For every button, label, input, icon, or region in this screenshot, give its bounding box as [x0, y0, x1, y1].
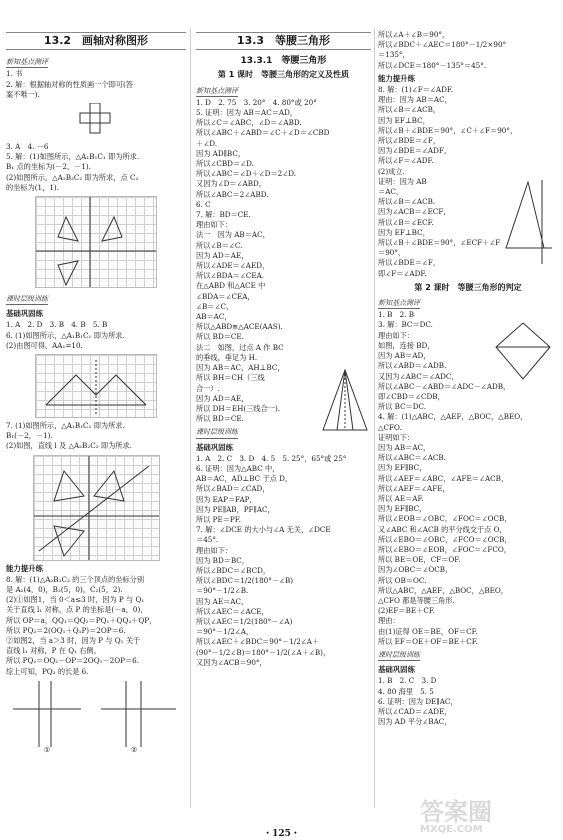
answer-line: 证明如下： [378, 432, 414, 442]
answer-line: 所以∠DCE＝180°－135°＝45°. [378, 60, 487, 70]
answer-line: 7. (1)如图所示，△A₁B₁C₁ 即为所求. [6, 421, 125, 431]
answer-line: 所以 EF＝OE＋OF＝BE＋CF. [378, 636, 478, 646]
answer-line: 由(1)证得 OE＝BE，OF＝CF. [378, 626, 478, 636]
answer-line: AB＝AC，AD⊥BC 于点 D， [196, 474, 293, 484]
answer-line: 所以∠AEC＝∠ACE， [196, 606, 269, 616]
answer-line: 即∠CBD＝∠CDB， [378, 391, 445, 401]
answer-line: 1. B 2. C 3. D [378, 676, 437, 686]
answer-line: 所以∠BDC＝∠BCD， [196, 565, 271, 575]
column-1 [6, 30, 186, 757]
answer-line: 的垂线，垂足为 H. [196, 352, 258, 362]
answer-line: 所以∠A＋∠B＝90°， [378, 30, 450, 39]
answer-line: 所以∠EBO＝∠EOB，∠FOC＝∠FCO， [378, 544, 511, 554]
answer-line: 所以∠CAD＝∠ADE， [378, 707, 452, 716]
answer-line: 所以∠C＝∠ABC，∠D＝∠ABD. [196, 118, 302, 128]
column-divider [190, 28, 191, 808]
answer-line: AB＝AC， [196, 312, 232, 322]
diagram-pair [6, 677, 186, 757]
answer-line: 6. (1)如图所示，△A₁B₁C₁ 即为所求. [6, 330, 125, 340]
answer-line: (90°－1/2∠B)＝180°－1/2(∠A＋∠B)， [196, 647, 331, 657]
answer-line: ＝90°－1/2∠B. [196, 586, 249, 596]
answer-line: 所以∠ABC＝∠D＋∠D＝2∠D. [196, 169, 297, 179]
col1-part-c [6, 291, 186, 351]
answer-line: ＋∠D. [196, 138, 218, 148]
answer-line: ∠BDA＝∠CEA， [196, 291, 255, 301]
net-figure [76, 103, 116, 139]
answer-line: 是 A₂(4，0)，B₂(5，0)，C₂(5，2). [6, 585, 123, 595]
lesson-title-2: 第 2 课时 等腰三角形的判定 [414, 282, 522, 292]
subheading: 能力提升练 [6, 563, 43, 573]
answer-line: 所以∠B＝∠ACB， [378, 105, 441, 115]
answer-line: 所以 OB＝OC. [378, 575, 427, 585]
answer-line: 因为 BD＝BC， [196, 555, 249, 565]
answer-line: 所以∠B＝∠ECF. [378, 217, 434, 227]
answer-line: 法一 因为 AB＝AC， [196, 230, 270, 240]
isosceles-triangle-figure [321, 368, 369, 436]
answer-line: 因为 AD＝AE， [196, 250, 249, 260]
answer-line: 因为∠OBC＝∠OCB， [378, 565, 453, 575]
answer-line: 因为 AB＝AC，AH⊥BC， [196, 363, 285, 373]
answer-line: 关于直线 l₁ 对称，点 P 的坐标是(－a，0)， [6, 605, 148, 615]
answer-line: 因为 AD＝AE， [196, 393, 249, 403]
answer-line: 因为 EF∥BC， [378, 463, 427, 473]
answer-line: 所以∠B＝∠ACB. [378, 197, 436, 207]
answer-line: ＝90°， [378, 248, 406, 258]
answer-line: 理由如下： [196, 220, 232, 230]
kite-figure [494, 321, 552, 383]
answer-line: 6. C [196, 199, 211, 209]
answer-line: 因为 PE∥AB，PF∥AC， [196, 504, 275, 514]
answer-line: 因为 AB＝AC， [378, 442, 431, 452]
answer-line: 因为 EF⊥BC， [378, 115, 430, 125]
subheading: 能力提升练 [378, 73, 415, 83]
answer-line: 所以∠BDA＝∠CEA. [196, 271, 265, 281]
answer-line: 因为 AD∥BC， [196, 148, 246, 158]
answer-line: 的坐标为(1，1). [6, 182, 59, 192]
section-tag: 新知基点测评 [196, 86, 238, 97]
answer-line: 1. A 2. D 3. B 4. B 5. B [6, 320, 108, 330]
watermark-main: 答案圈 [420, 798, 492, 826]
answer-line: 因为∠ACB＝∠ECF， [378, 207, 451, 217]
answer-line: 所以∠AEC＝1/2(180°－∠A) [196, 616, 293, 626]
answer-line: 7. 解：∠DCE 的大小与∠A 无关，∠DCE [196, 525, 331, 535]
answer-line: 即∠F＝∠ADF. [378, 268, 427, 278]
answer-line: 所以 OP＝a，QQ₁＝QQ₂＝PQ₁＋QQ₂＋QP， [6, 615, 157, 625]
section-title: 13.3 等腰三角形 [196, 32, 371, 50]
column-divider [374, 28, 375, 808]
figure-label-1: ① [44, 744, 51, 754]
answer-line: 所以∠AEF＝∠ABC，∠AFE＝∠ACB， [378, 473, 509, 483]
answer-line: B₁ 点的坐标为(－2，－1). [6, 162, 91, 172]
answer-line: 所以 BE＝OE，CF＝OF. [378, 555, 461, 565]
answer-line: 所以∠ABC＝∠ACB. [378, 453, 446, 463]
answer-line: (2)由图可得，AA₁=10. [6, 340, 83, 350]
answer-line: 合一）. [196, 383, 220, 393]
answer-line: 所以∠BAD＝∠CAD， [196, 484, 270, 494]
triangle-extension-figure [502, 178, 554, 266]
answer-line: (2)成立. [378, 166, 405, 176]
answer-line: (2)EF＝BE＋CF. [378, 606, 435, 616]
answer-line: 所以∠ABD＝∠ADB. [378, 361, 447, 371]
answer-line: 2. 解：根据轴对称的性质画一个即可(答 [6, 79, 133, 89]
answer-line: 所以 BC＝DC. [378, 402, 427, 412]
watermark-logo [420, 800, 558, 836]
answer-line: ＝90°－1/2∠A， [196, 627, 254, 637]
answer-line: ＝135°， [378, 50, 410, 60]
section-tag: 课时层级训练 [196, 427, 238, 438]
answer-line: 所以∠CBD＝∠D. [196, 159, 254, 169]
answer-line: 所以∠EOB＝∠OBC，∠FOC＝∠OCB， [378, 514, 512, 524]
answer-line: 因为 AD 平分∠BAC， [378, 717, 452, 727]
answer-line: (2)①如图1，当 0＜a≤3 时，因为 P 与 Q₁ [6, 595, 145, 605]
answer-line: 3. A 4. －6 [6, 142, 49, 152]
answer-line: 直线 l₁ 对称，P 在 Q₁ 右侧， [6, 646, 101, 656]
answer-line: 1. A 2. C 3. D 4. 5 5. 25°，65°或 25° [196, 453, 347, 463]
answer-line: 7. 解：BD＝CE. [196, 210, 251, 220]
col1-part-b [6, 142, 186, 193]
answer-line: 因为∠BDE＝∠ADF， [378, 146, 452, 156]
answer-line: △CFO. [378, 422, 402, 432]
answer-line: 1. B 2. B [378, 310, 415, 320]
answer-line: (2)如图所示，△A₂B₂C₂ 即为所求，点 C₂ [6, 172, 139, 182]
col3-part-b-wrap [378, 295, 558, 647]
answer-line: 所以 DH＝EH(三线合一). [196, 403, 281, 413]
answer-line: 所以∠BDC＝1/2(180°－∠B) [196, 576, 294, 586]
column-2 [196, 30, 371, 668]
answer-line: 在△ABD 和△ACE 中 [196, 281, 266, 291]
answer-line: 所以∠B＋∠BDE＝90°，∠C＋∠F＝90°， [378, 125, 518, 135]
answer-line: 因为 EF⊥BC， [378, 227, 430, 237]
answer-line: 6. 证明：因为△ABC 中， [196, 463, 280, 473]
answer-line: 因为 AB＝AD， [378, 351, 431, 361]
answer-line: 所以△ABC，△AEF，△BOC，△BEO， [378, 585, 508, 595]
col2-part-b [196, 424, 371, 668]
answer-line: 所以 PQ₂＝OQ₂－OP＝2OQ₁－2OP＝6. [6, 656, 140, 666]
answer-line: ＝45°. [196, 535, 219, 545]
answer-line: 所以 BD＝CE. [196, 332, 244, 342]
answer-line: 所以 PQ₂＝2(OQ₁＋Q₁P)＝2OP＝6. [6, 625, 126, 635]
section-tag: 新知基点测评 [6, 57, 48, 68]
lesson-title: 第 1 课时 等腰三角形的定义及性质 [217, 70, 350, 80]
answer-line: 理由：因为 AB＝AC， [378, 95, 452, 105]
answer-line: 理由： [378, 616, 400, 626]
col1-part-a [6, 54, 186, 100]
answer-line: 所以∠AEF＝∠AFE， [378, 483, 450, 493]
answer-line: 又∠ABC 和∠ACB 的平分线交于点 O， [378, 524, 507, 534]
answer-line: 因为 AE＝AC， [196, 596, 249, 606]
answer-line: 因为 EF∥BC， [378, 504, 427, 514]
answer-line: 所以 BD＝CE. [196, 414, 244, 424]
answer-line: 理由如下： [378, 330, 414, 340]
answer-line: 所以∠ABC－∠ABD＝∠ADC－∠ADB， [378, 381, 511, 391]
answer-line: △CFO 都是等腰三角形. [378, 595, 455, 605]
section-tag: 新知基点测评 [378, 298, 420, 309]
figure-label-2: ② [131, 744, 138, 754]
answer-line: 所以∠ABC＝2∠ABD. [196, 189, 269, 199]
subheading: 基础巩固练 [378, 665, 415, 675]
col1-part-d [6, 421, 186, 452]
watermark-sub: MXQE.COM [420, 824, 483, 835]
answer-line: 又因为∠D＝∠ABD， [196, 179, 266, 189]
subsection-title: 13.3.1 等腰三角形 [240, 56, 327, 67]
answer-line: B₁(－2，－1). [6, 431, 53, 441]
col2-part-a-wrap [196, 83, 371, 425]
answer-line: 证明：因为 AB [378, 176, 427, 186]
answer-line: 所以 AE＝AF. [378, 493, 424, 503]
col3-part-a-wrap [378, 30, 558, 279]
answer-line: 又因为∠ABC＝∠ADC， [378, 371, 459, 381]
coordinate-grid-figure [35, 196, 157, 288]
answer-line: 3. 解：BC＝DC. [378, 320, 433, 330]
answer-line: 所以∠B＋∠BDE＝90°，∠ECF＋∠F [378, 238, 501, 248]
answer-line: ②如图2，当 a＞3 时，因为 P 与 Q₁ 关于 [6, 636, 141, 646]
answer-line: 4. 80 海里 5. 5 [378, 686, 434, 696]
answer-line: 所以∠BDE＝∠F， [378, 136, 441, 146]
page-number: ・125・ [263, 829, 300, 839]
column-3 [378, 30, 558, 727]
answer-line: ＝AC， [378, 187, 404, 197]
answer-line: 所以∠F＝∠ADF. [378, 156, 434, 166]
answer-line: 法二 如图，过点 A 作 BC [196, 342, 284, 352]
answer-line: 4. 解：(1)△ABC，△AEF，△BOC，△BEO， [378, 412, 528, 422]
answer-line: 理由如下： [196, 545, 232, 555]
grid-figure-6 [35, 354, 157, 418]
subheading: 基础巩固练 [6, 309, 43, 319]
answer-line: 所以∠ABC＋∠ABD＝∠C＋∠D＝∠CBD [196, 128, 330, 138]
answer-line: 所以 PE＝PF. [196, 514, 241, 524]
subheading: 基础巩固练 [196, 442, 233, 452]
section-tag: 课时层级训练 [6, 294, 48, 305]
answer-line: 1. 书 [6, 69, 23, 79]
answer-line: 如图，连接 BD， [378, 340, 435, 350]
answer-line: 案不唯一). [6, 89, 40, 99]
answer-line: 所以∠AEC＋∠BDC＝90°－1/2∠A＋ [196, 637, 320, 647]
answer-line: 所以∠BDC＋∠AEC＝180°－1/2×90° [378, 40, 507, 50]
answer-line: 所以∠EBO＝∠OBC，∠FCO＝∠OCB， [378, 534, 512, 544]
answer-line: 8. 解：(1)△A₂B₂C₂ 的三个顶点的坐标分别 [6, 574, 145, 584]
answer-line: 所以△ABD≌△ACE(AAS). [196, 322, 283, 332]
answer-line: 6. 证明：因为 DE∥AC， [378, 696, 458, 706]
answer-line: 5. 证明：因为 AB＝AC＝AD， [196, 108, 298, 118]
answer-line: 综上可知，PQ₂ 的长是 6. [6, 666, 89, 676]
answer-line: 8. 解：(1)∠F＝∠ADF. [378, 85, 454, 95]
answer-line: 因为 EAP＝FAP， [196, 494, 257, 504]
answer-line: ∠B＝∠C， [196, 301, 234, 311]
answer-line: 所以∠BDE＝∠F， [378, 258, 441, 268]
answer-line: 所以 BH＝CH（三线 [196, 373, 265, 383]
section-tag: 课时层级训练 [378, 650, 420, 661]
answer-line: 所以∠ADE＝∠AED， [196, 261, 270, 271]
answer-line: 5. 解：(1)如图所示，△A₁B₁C₁ 即为所求. [6, 152, 140, 162]
col3-part-c [378, 647, 558, 727]
answer-line: 又因为∠ACB＝90°， [196, 657, 267, 667]
answer-line: 1. D 2. 75 3. 20° 4. 80°或 20° [196, 97, 317, 107]
col1-part-e [6, 564, 186, 677]
answer-line: 所以∠B＝∠C. [196, 240, 243, 250]
answer-line: (2)如图，直线 l 及 △A₂B₂C₂ 即为所求. [6, 441, 132, 451]
section-title: 13.2 画轴对称图形 [6, 32, 186, 50]
grid-figure-7 [33, 455, 160, 561]
